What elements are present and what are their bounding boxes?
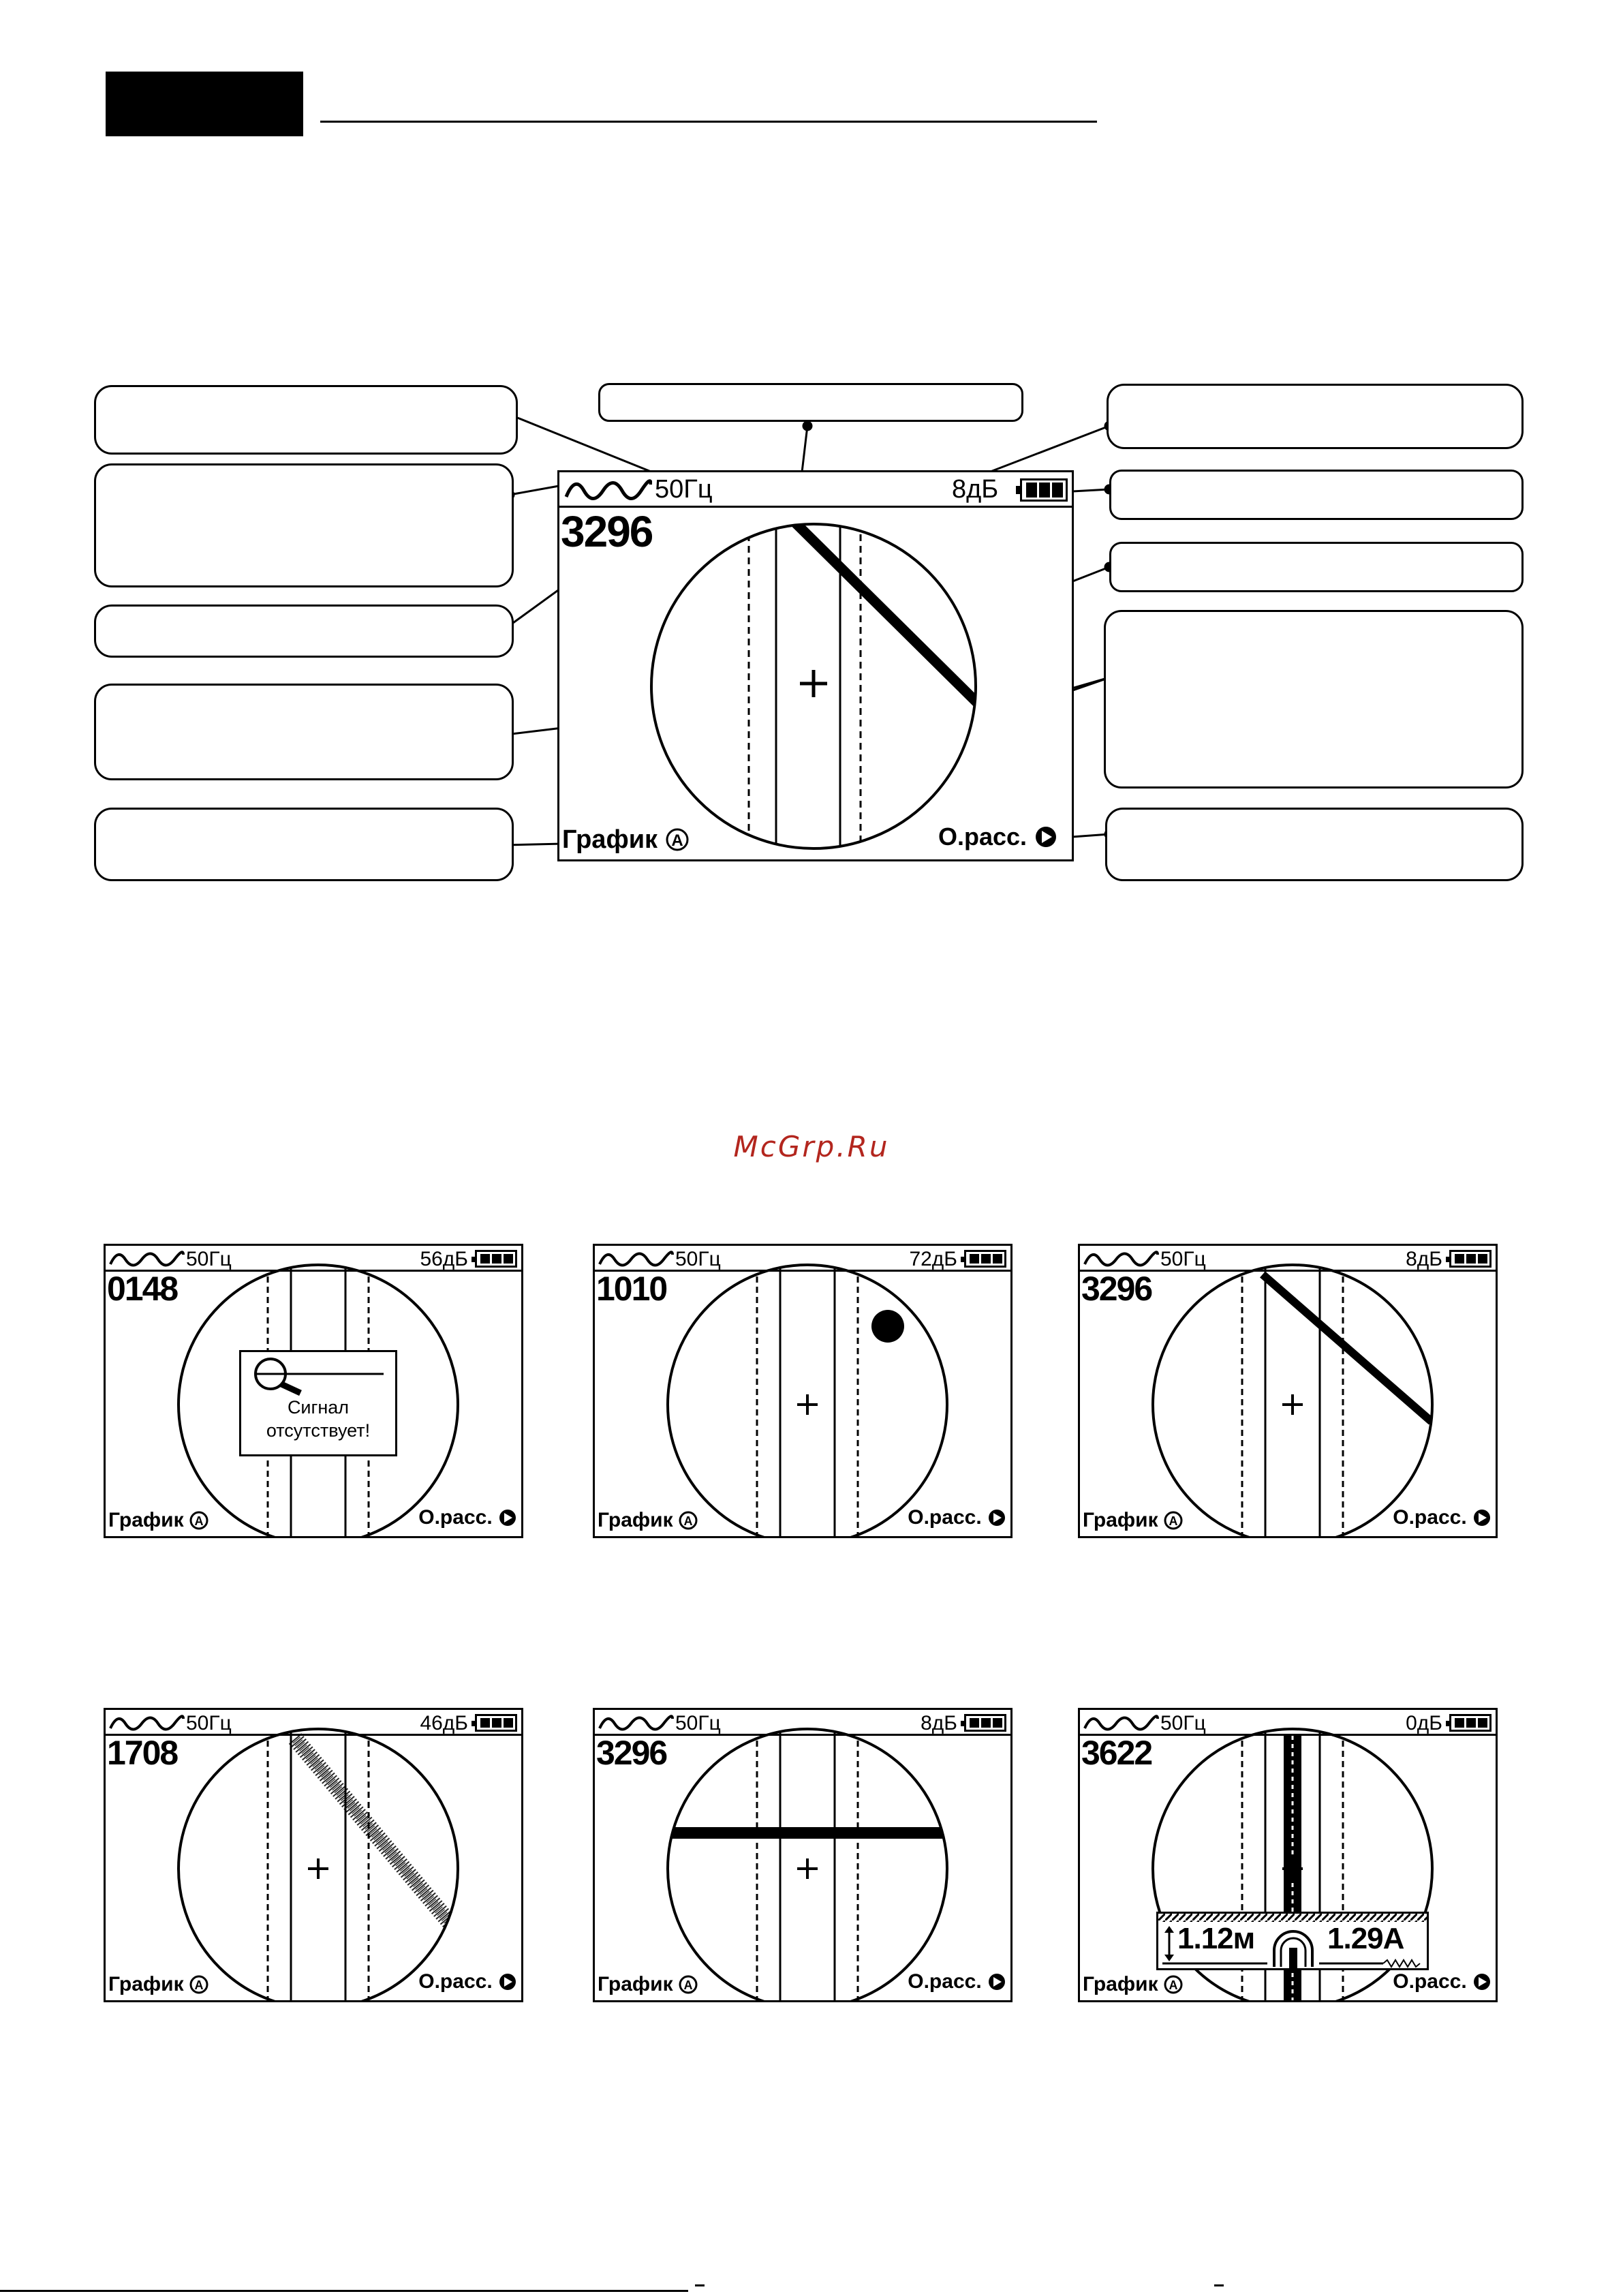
signal-value: 3296 xyxy=(596,1734,667,1772)
center-cross-icon xyxy=(797,1858,818,1879)
svg-text:A: A xyxy=(683,1978,693,1992)
signal-line xyxy=(787,515,982,707)
button-a-icon xyxy=(189,1975,208,1994)
callout-box-battery xyxy=(1109,470,1524,520)
graph-button[interactable]: График A xyxy=(108,1973,208,1996)
frequency-label: 50Гц xyxy=(1160,1248,1206,1270)
distance-button[interactable]: О.расс. xyxy=(418,1970,517,1993)
button-a-icon xyxy=(189,1511,208,1530)
svg-text:A: A xyxy=(194,1514,204,1528)
callout-box-signal-line xyxy=(598,383,1023,422)
arrow-right-button-icon xyxy=(1472,1508,1491,1527)
signal-value: 0148 xyxy=(107,1270,178,1308)
signal-baseline xyxy=(1158,1959,1427,1968)
button-a-icon xyxy=(1164,1975,1183,1994)
distance-button[interactable]: О.расс. xyxy=(1393,1970,1491,1993)
display-screen xyxy=(104,1708,523,2002)
gain-label: 8дБ xyxy=(952,475,999,504)
svg-text:A: A xyxy=(670,831,683,850)
button-a-icon xyxy=(679,1511,698,1530)
gain-label: 46дБ xyxy=(420,1712,468,1734)
main-screen-display xyxy=(557,470,1074,861)
gain-label: 0дБ xyxy=(1406,1712,1442,1734)
arrow-right-button-icon xyxy=(987,1972,1006,1991)
gain-label: 56дБ xyxy=(420,1248,468,1270)
signal-line-noisy xyxy=(295,1739,453,1927)
field-circle xyxy=(595,1710,1013,2002)
no-signal-message xyxy=(239,1350,397,1456)
callout-box-center-cross xyxy=(1109,542,1524,592)
frequency-label: 50Гц xyxy=(1160,1712,1206,1734)
display-screen xyxy=(1078,1244,1498,1538)
signal-value: 3296 xyxy=(1081,1270,1152,1308)
callout-box-graph-button xyxy=(94,808,514,881)
display-screen xyxy=(593,1244,1013,1538)
arrow-right-button-icon xyxy=(1472,1972,1491,1991)
center-cross-icon xyxy=(800,670,827,697)
frequency-label: 50Гц xyxy=(186,1248,232,1270)
distance-button[interactable]: О.расс. xyxy=(1393,1506,1491,1529)
callout-box-distance-button xyxy=(1105,808,1524,881)
callout-box-signal-value xyxy=(94,604,514,658)
frequency-label: 50Гц xyxy=(675,1712,721,1734)
frequency-label: 50Гц xyxy=(186,1712,232,1734)
field-circle xyxy=(1080,1246,1498,1538)
distance-button[interactable]: О.расс. xyxy=(908,1970,1006,1993)
gain-label: 8дБ xyxy=(921,1712,957,1734)
svg-text:A: A xyxy=(1169,1978,1178,1992)
display-screen xyxy=(593,1708,1013,2002)
signal-value: 1708 xyxy=(107,1734,178,1772)
signal-line xyxy=(1263,1274,1432,1422)
vertical-double-arrow-icon xyxy=(1162,1925,1176,1963)
signal-value: 3296 xyxy=(561,507,653,556)
callout-box-corridor xyxy=(1104,610,1524,789)
depth-value: 1.12м xyxy=(1177,1922,1255,1955)
no-signal-line1: Сигнал xyxy=(287,1397,350,1418)
graph-button[interactable]: График A xyxy=(108,1509,208,1532)
signal-value: 1010 xyxy=(596,1270,667,1308)
svg-text:A: A xyxy=(1169,1514,1178,1528)
callout-box-field-circle xyxy=(94,684,514,780)
distance-panel xyxy=(1156,1912,1429,1970)
current-value: 1.29А xyxy=(1327,1922,1404,1955)
arrow-right-button-icon xyxy=(987,1508,1006,1527)
field-circle xyxy=(559,472,1074,861)
graph-button[interactable]: График A xyxy=(598,1973,698,1996)
footer-rule xyxy=(0,2290,688,2292)
signal-value: 3622 xyxy=(1081,1734,1152,1772)
graph-button[interactable]: График A xyxy=(1083,1509,1183,1532)
ground-hatch xyxy=(1158,1914,1427,1922)
gain-label: 8дБ xyxy=(1406,1248,1442,1270)
distance-button[interactable]: О.расс. xyxy=(938,823,1058,851)
callout-box-gain xyxy=(1107,384,1524,449)
center-cross-icon xyxy=(1282,1394,1303,1415)
field-circle xyxy=(106,1710,523,2002)
frequency-label: 50Гц xyxy=(655,475,713,504)
arrow-right-button-icon xyxy=(1034,825,1058,849)
field-circle xyxy=(595,1246,1013,1538)
center-cross-icon xyxy=(797,1394,818,1415)
display-screen xyxy=(1078,1708,1498,2002)
svg-text:A: A xyxy=(194,1978,204,1992)
display-screen xyxy=(104,1244,523,1538)
arrow-right-button-icon xyxy=(498,1972,517,1991)
distance-button[interactable]: О.расс. xyxy=(908,1506,1006,1529)
watermark: McGrp.Ru xyxy=(733,1130,890,1163)
graph-button[interactable]: График A xyxy=(562,825,690,855)
signal-line xyxy=(663,1827,949,1839)
svg-text:A: A xyxy=(683,1514,693,1528)
footer-mark xyxy=(1214,2284,1224,2286)
gain-label: 72дБ xyxy=(909,1248,957,1270)
distance-button[interactable]: О.расс. xyxy=(418,1506,517,1529)
arrow-right-button-icon xyxy=(498,1508,517,1527)
center-cross-icon xyxy=(308,1858,328,1879)
callout-box-frequency xyxy=(94,385,518,455)
magnifier-icon xyxy=(250,1355,386,1396)
no-signal-line2: отсутствует! xyxy=(266,1420,371,1441)
callout-box-mode-icon xyxy=(94,463,514,587)
button-a-icon xyxy=(679,1975,698,1994)
graph-button[interactable]: График A xyxy=(598,1509,698,1532)
button-a-icon xyxy=(665,827,690,852)
graph-button[interactable]: График A xyxy=(1083,1973,1183,1996)
signal-dot xyxy=(871,1310,904,1343)
frequency-label: 50Гц xyxy=(675,1248,721,1270)
footer-mark xyxy=(695,2284,705,2286)
button-a-icon xyxy=(1164,1511,1183,1530)
